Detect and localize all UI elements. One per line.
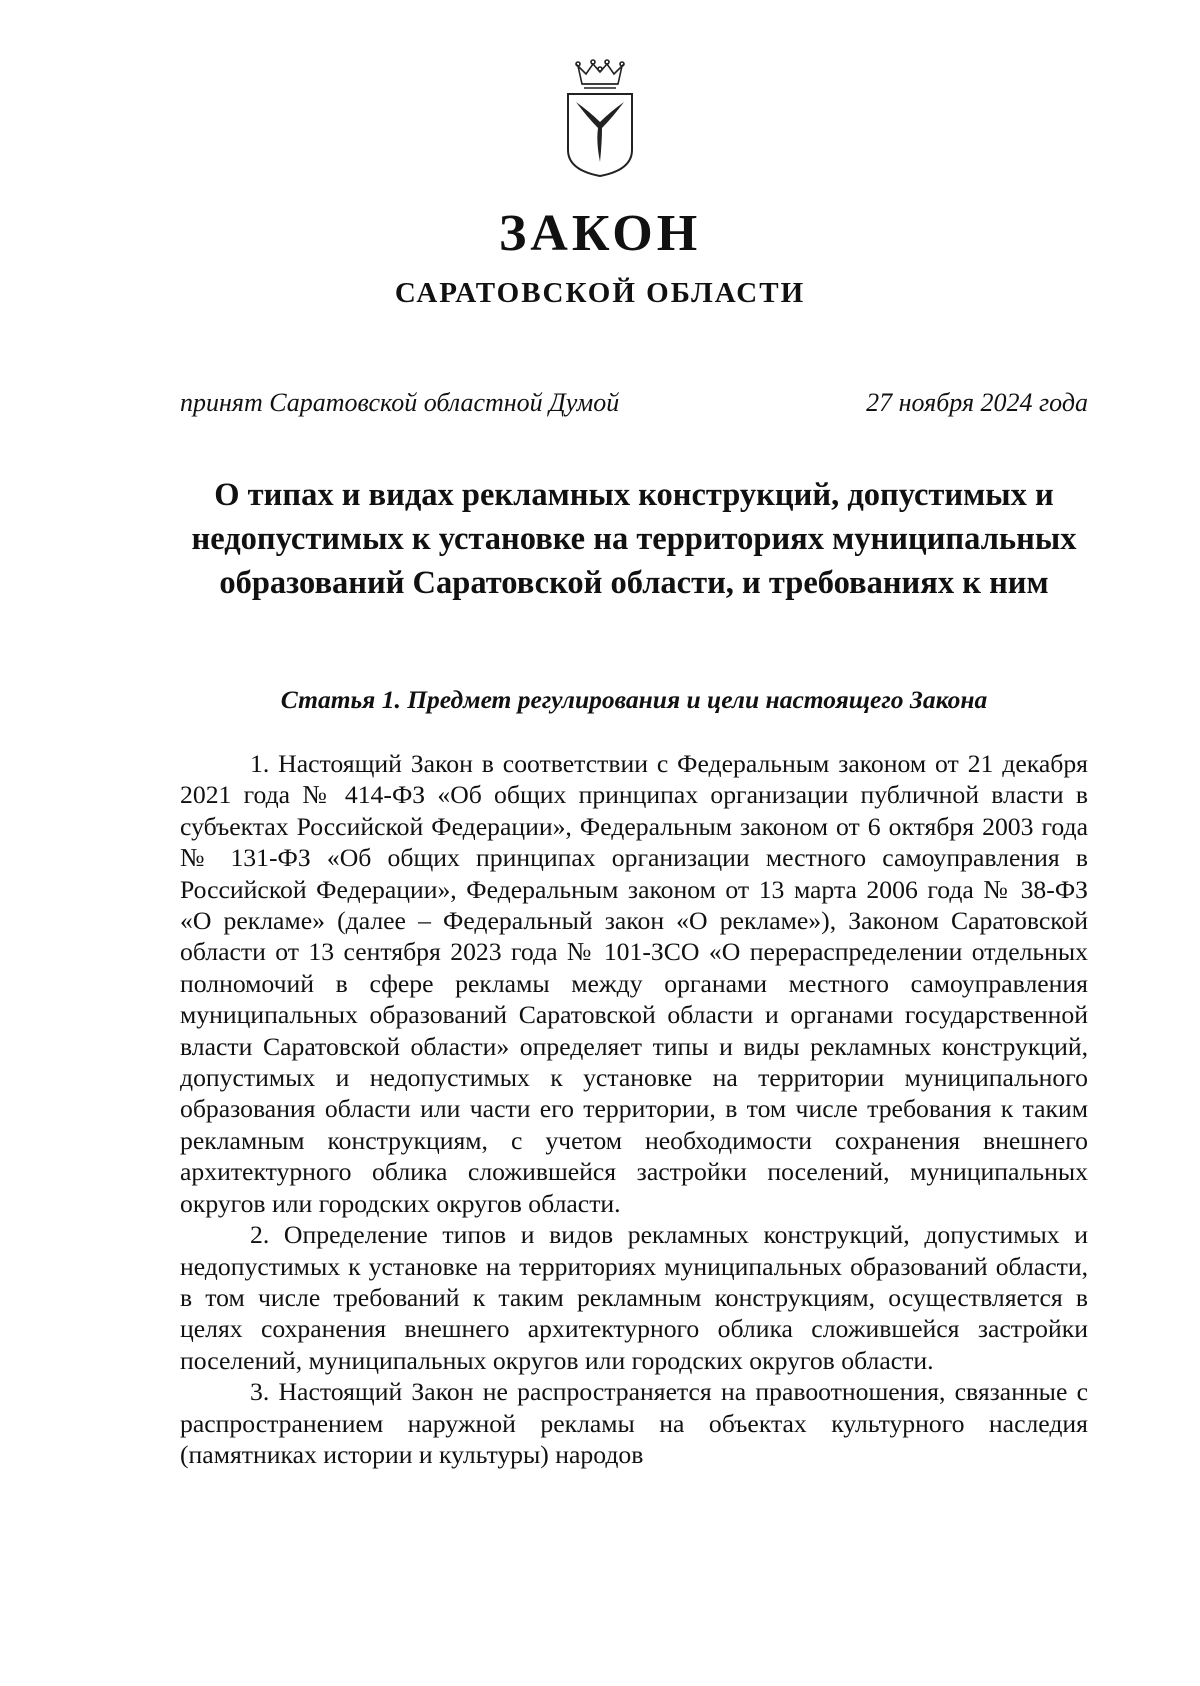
region-subtitle: САРАТОВСКОЙ ОБЛАСТИ: [394, 277, 806, 309]
paragraph-2: 2. Определение типов и видов рекламных конструкций, допустимых и недопустимых к установке на территориях муниципальных образований области, в том числе требований к таким рекламным конструкциям, осуществляется в целях сохранения внешнего архитектурного облика сложившейся застройки поселений, муниципальных округов или городских округов области.: [180, 1220, 1088, 1375]
article-body: [180, 748, 1088, 1470]
law-title: ЗАКОН: [498, 205, 702, 262]
paragraph-3: 3. Настоящий Закон не распространяется на правоотношения, связанные с распространением наружной рекламы на объектах культурного наследия (памятниках истории и культуры) народов: [180, 1377, 1088, 1469]
paragraph-1: 1. Настоящий Закон в соответствии с Федеральным законом от 21 декабря 2021 года № 414-ФЗ «Об общих принципах организации публичной власти в субъектах Российской Федерации», Федеральным законом от 6 октября 2003 года № 131-ФЗ «Об общих принципах организации местного самоуправления в Российской Федерации», Федеральным законом от 13 марта 2006 года № 38-ФЗ «О рекламе» (далее – Федеральный закон «О рекламе»), Законом Саратовской области от 13 сентября 2023 года № 101-ЗСО «О перераспределении отдельных полномочий в сфере рекламы между органами местного самоуправления муниципальных образований Саратовской области и органами государственной власти Саратовской области» определяет типы и виды рекламных конструкций, допустимых и недопустимых к установке на территории муниципального образования области или части его территории, в том числе требования к таким рекламным конструкциям, с учетом необходимости сохранения внешнего архитектурного облика сложившейся застройки поселений, муниципальных округов или городских округов области.: [180, 749, 1088, 1218]
adoption-line: [180, 386, 1088, 420]
saratov-coat-of-arms-icon: [560, 58, 640, 178]
adoption-date: 27 ноября 2024 года: [866, 388, 1088, 417]
article-heading: Статья 1. Предмет регулирования и цели настоящего Закона: [280, 685, 988, 714]
adopted-by: принят Саратовской областной Думой: [180, 388, 620, 417]
document-title: О типах и видах рекламных конструкций, допустимых и недопустимых к установке на территориях муниципальных образований Саратовской области, и требованиях к ним: [191, 477, 1077, 601]
